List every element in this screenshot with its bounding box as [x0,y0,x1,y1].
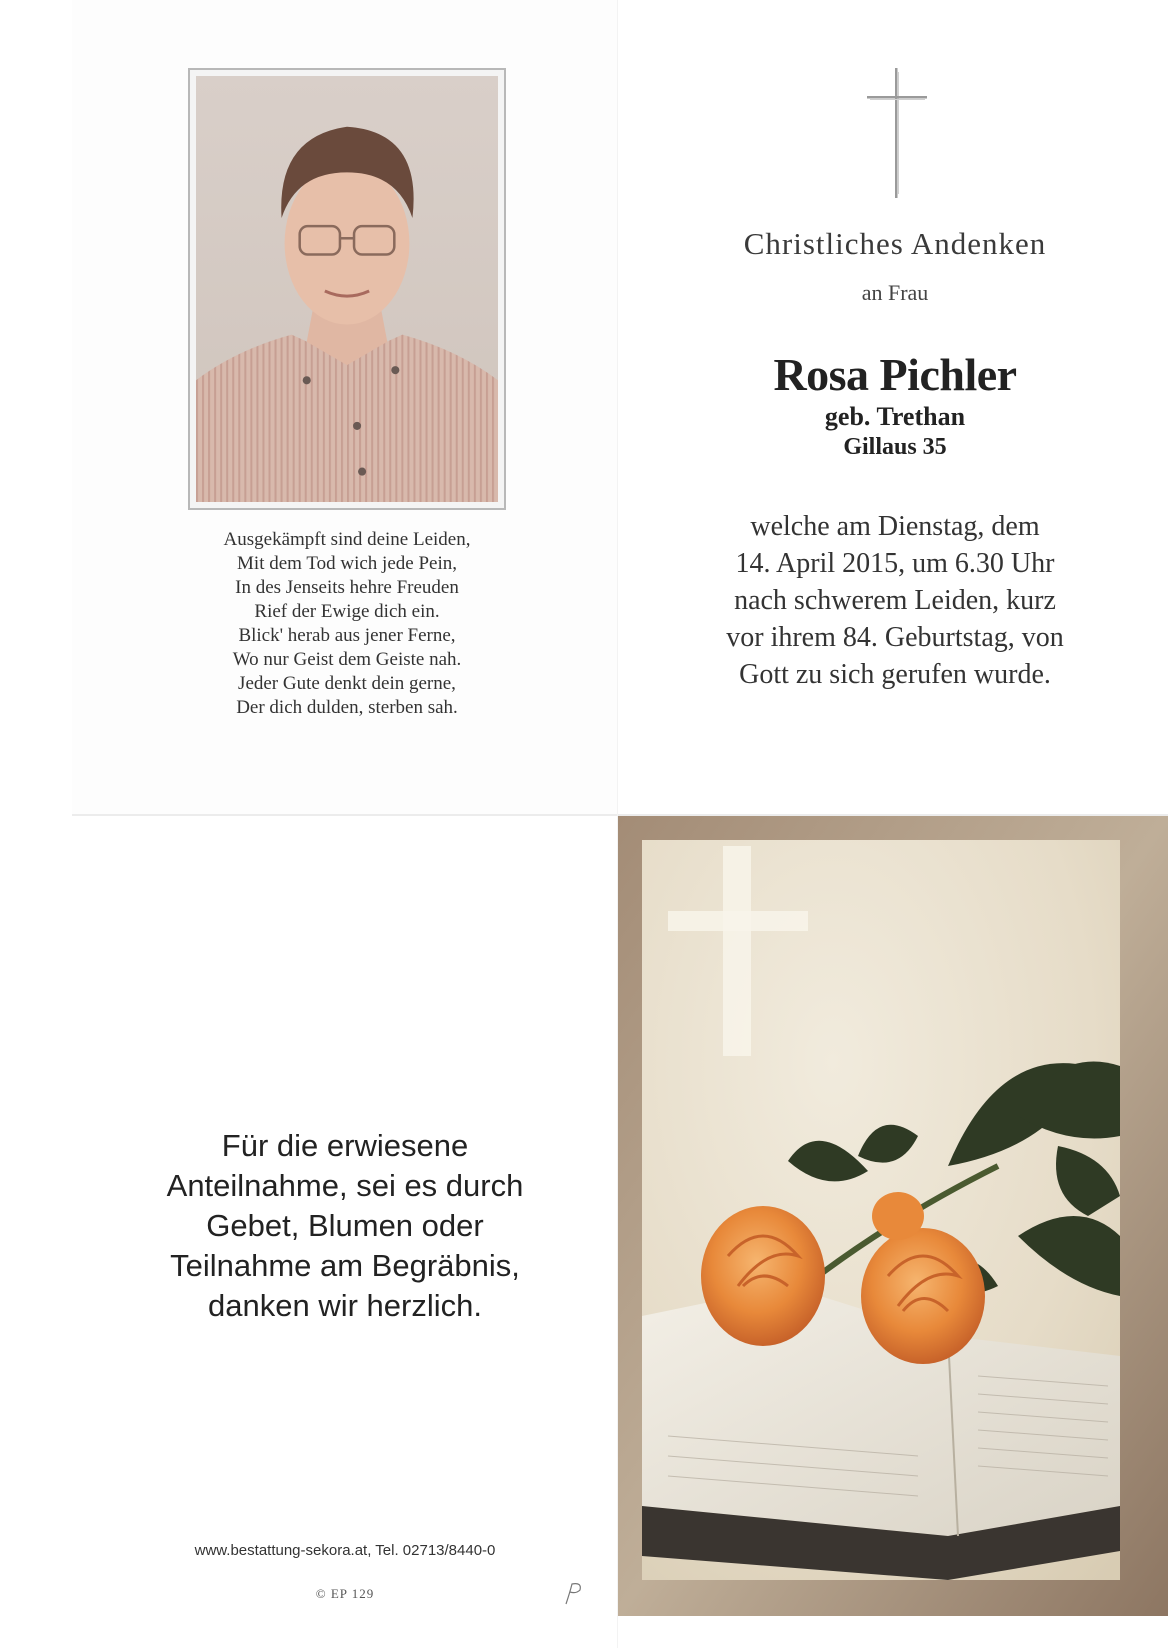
funeral-home-contact: www.bestattung-sekora.at, Tel. 02713/8440-0 [194,1542,496,1559]
poem [150,528,544,720]
thanks-line: Gebet, Blumen oder [206,1208,484,1243]
maiden-name: geb. Trethan [824,402,966,431]
death-notice-line: 14. April 2015, um 6.30 Uhr [735,548,1055,579]
poem-line: Wo nur Geist dem Geiste nah. [232,649,462,670]
death-notice-line: Gott zu sich gerufen wurde. [739,659,1051,690]
poem-line: Jeder Gute denkt dein gerne, [238,673,456,694]
memorial-title: Christliches Andenken [743,226,1047,261]
death-notice-line: welche am Dienstag, dem [750,511,1040,542]
thanks-message [110,1126,580,1326]
death-notice [640,508,1150,693]
thanks-line: danken wir herzlich. [208,1288,482,1323]
roses-book-image [618,816,1168,1616]
poem-line: Blick' herab aus jener Ferne, [238,625,456,646]
poem-line: Ausgekämpft sind deine Leiden, [223,529,471,550]
signature-mark [560,1578,590,1608]
address: Gillaus 35 [843,434,947,460]
deceased-name: Rosa Pichler [773,349,1017,400]
card-code: © EP 129 [315,1586,375,1601]
memorial-subtitle: an Frau [861,280,929,305]
poem-line: Rief der Ewige dich ein. [254,601,440,622]
thanks-line: Anteilnahme, sei es durch [166,1168,524,1203]
death-notice-line: nach schwerem Leiden, kurz [734,585,1056,616]
thanks-line: Für die erwiesene [221,1128,469,1163]
portrait-photo [188,68,506,510]
poem-line: In des Jenseits hehre Freuden [235,577,459,598]
cross-icon [862,68,932,198]
poem-line: Der dich dulden, sterben sah. [236,697,458,718]
poem-line: Mit dem Tod wich jede Pein, [237,553,457,574]
death-notice-line: vor ihrem 84. Geburtstag, von [726,622,1064,653]
thanks-line: Teilnahme am Begräbnis, [170,1248,520,1283]
